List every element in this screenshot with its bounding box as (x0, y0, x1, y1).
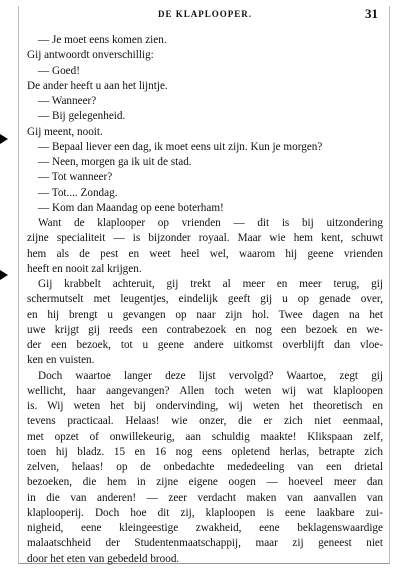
text-line: Want de klaplooper op vrienden — dit is bij uitzondering (38, 217, 383, 229)
text-line: Gij krabbelt achteruit, gij trekt al meer en meer terug, gij (38, 278, 383, 290)
text-line: toen hij bladz. 15 en 16 nog eens opletend herlas, betrapte zich (27, 445, 383, 458)
text-line: schermutselt met leugentjes, eindelijk geeft gij u op genade over, (27, 293, 383, 306)
running-header (28, 6, 382, 25)
text-line: zijne specialiteit — is bijzonder royaal. Maar wie hem kent, schuwt (27, 232, 383, 245)
text-line: in die van anderen! — zeer verdacht maken van aanvallen van (27, 491, 383, 504)
text-line: nigheid, eene kleingeestige zwakheid, eene beklagenswaardige (27, 522, 383, 534)
text-line: klaplooperij. Doch hoe dit zij, klaploopen is eene laakbare zui- (27, 506, 383, 519)
running-title: DE KLAPLOOPER. (157, 9, 252, 19)
body-text (27, 33, 383, 567)
text-line: — Kom dan Maandag op eene boterham! (38, 201, 224, 214)
text-line: — Neen, morgen ga ik uit de stad. (38, 156, 192, 168)
text-line: ken en vuisten. (27, 354, 95, 367)
text-line: en hij brengt u gevangen op naar zijn hol. Twee dagen na het (27, 308, 383, 321)
text-line: der een bezoek, tot u geene andere uitkomst overblijft dan vloe- (27, 339, 383, 351)
arrow-icon (0, 134, 8, 144)
text-line: hem als de pest en weet heel wel, waarom hij geene vrienden (27, 247, 383, 260)
text-line: — Bepaal liever een dag, ik moet eens uit zijn. Kun je morgen? (38, 140, 323, 153)
text-line: malaatschheid der Studentenmaatschappij, maar zij geneest niet (27, 537, 383, 550)
text-line: — Tot.... Zondag. (38, 186, 118, 199)
text-line: tevens practicaal. Helaas! wie onzer, die er zich niet eenmaal, (27, 415, 383, 428)
text-line: Gij meent, nooit. (27, 125, 103, 138)
text-line: is. Wij weten het bij ondervinding, wij weten het theoretisch en (27, 400, 383, 412)
arrow-icon (0, 270, 8, 280)
text-line: met opzet of onwillekeurig, aan schuldig maakte! Klikspaan zelf, (27, 430, 383, 443)
text-line: Doch waartoe langer deze lijst vervolgd? Waartoe, zegt gij (38, 369, 383, 382)
text-line: wellicht, haar aangevangen? Allen toch weten wij wat klaploopen (27, 384, 383, 397)
text-line: — Bij gelegenheid. (38, 110, 126, 123)
text-line: door het eten van gebedeld brood. (27, 552, 180, 565)
text-line: — Je moet eens komen zien. (38, 34, 167, 46)
text-line: Gij antwoordt onverschillig: (27, 49, 154, 62)
text-line: — Tot wanneer? (38, 171, 113, 184)
text-line: heeft en nooit zal krijgen. (27, 262, 142, 275)
text-line: uwe krijgt gij reeds een contrabezoek en nog een bezoek en we- (27, 323, 383, 336)
page-number: 31 (365, 6, 378, 21)
text-line: — Wanneer? (38, 95, 97, 107)
text-line: — Goed! (38, 64, 80, 77)
text-line: bezoeken, die hem in zijne eigene oogen — hoeveel meer dan (27, 476, 383, 489)
text-line: zelven, helaas! op de onbedachte mededeeling van een drietal (27, 461, 383, 473)
text-line: De ander heeft u aan het lijntje. (27, 79, 168, 92)
